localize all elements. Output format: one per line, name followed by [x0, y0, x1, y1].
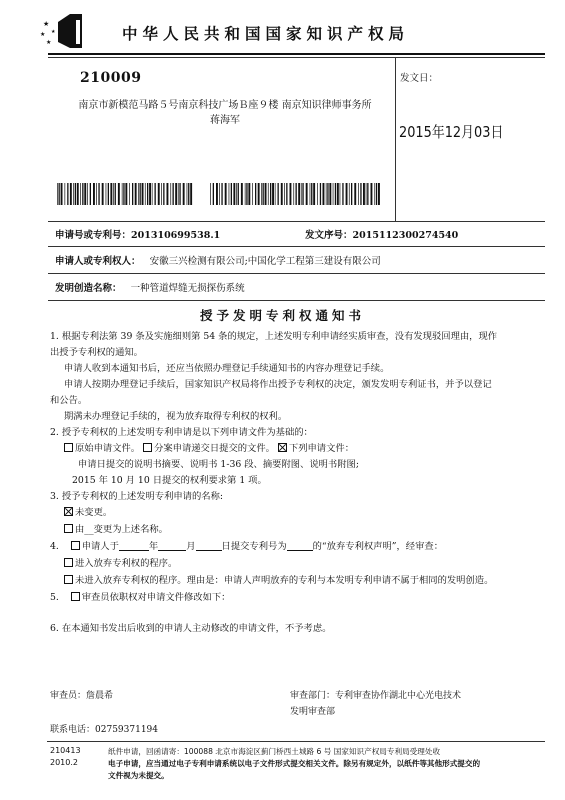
paragraph-4-text-b: 日提交专利号为: [221, 541, 287, 552]
year-blank: [119, 540, 149, 551]
department-name-line2: 发明审查部: [290, 707, 336, 717]
paragraph-2-files-1: 申请日提交的说明书摘要、说明书 1-36 段、摘要附图、说明书附图;: [78, 459, 359, 470]
paragraph-4-checkbox: [71, 541, 80, 550]
paragraph-2-options: [64, 440, 354, 454]
phone-label: 联系电话：: [50, 725, 96, 735]
applicant-label: 申请人或专利权人：: [55, 256, 141, 267]
cnipa-logo-icon: [40, 12, 88, 52]
original-docs-checkbox: [64, 443, 73, 452]
application-number-label: 申请号或专利号：: [55, 230, 132, 241]
examiner-label: 审查员：: [50, 691, 87, 701]
notice-title: 授予发明专利权通知书: [199, 308, 365, 323]
paragraph-4-text-a: 申请人于: [81, 541, 119, 552]
title-unchanged-checkbox: [64, 507, 73, 516]
month-blank: [158, 540, 186, 551]
footer-divider: [47, 741, 545, 742]
form-code: 210413: [50, 746, 81, 755]
title-changed-checkbox: [64, 524, 73, 533]
paragraph-5-text: 审查员依职权对申请文件修改如下：: [81, 592, 231, 603]
invention-title-label: 发明创造名称：: [55, 283, 122, 294]
electronic-filing-note-end: 文件视为未提交。: [108, 771, 169, 780]
paragraph-1-line1: 1. 根据专利法第 39 条及实施细则第 54 条的规定，上述发明专利申请经实质审查，没有发现驳回理由，现作: [50, 331, 498, 342]
department-label: 审查部门：: [290, 691, 336, 701]
serial-number-row: [305, 227, 458, 241]
invention-title: 一种管道焊缝无损探伤系统: [130, 283, 245, 294]
waiver-proceed-label: 进入放弃专利权的程序。: [75, 558, 178, 569]
divisional-docs-label: 分案申请递交日提交的文件。: [154, 443, 275, 454]
electronic-filing-note: 电子申请，应当通过电子专利申请系统以电子文件形式提交相关文件。除另有规定外，以纸件等其他形式提交的: [108, 759, 481, 768]
phone-number: 02759371194: [95, 725, 159, 735]
paragraph-1-line3: 申请人收到本通知书后，还应当依照办理登记手续通知书的内容办理登记手续。: [64, 363, 390, 374]
title-changed-option: [64, 521, 168, 535]
barcode-right: [210, 183, 382, 205]
paragraph-4: [50, 538, 443, 552]
paragraph-6: 6. 在本通知书发出后收到的申请人主动修改的申请文件，不予考虑。: [50, 623, 332, 634]
paragraph-5-checkbox: [71, 592, 80, 601]
office-title: 中华人民共和国国家知识产权局: [122, 25, 410, 43]
paragraph-2: 2. 授予专利权的上述发明专利申请是以下列申请文件为基础的：: [50, 427, 313, 438]
paragraph-4-number: 4.: [50, 541, 59, 552]
field-divider: [48, 246, 545, 247]
paragraph-4-text-c: 的“放弃专利权声明”，经审查：: [312, 541, 443, 552]
paragraph-1-line2: 出授予专利权的通知。: [50, 347, 143, 358]
applicant-row: [55, 253, 381, 267]
serial-number-label: 发文序号：: [305, 230, 353, 241]
title-unchanged-option: [64, 504, 112, 518]
recipient-address: [55, 98, 395, 128]
paragraph-1-line6: 期满未办理登记手续的，视为放弃取得专利权的权利。: [64, 411, 288, 422]
waiver-proceed-option: [64, 555, 177, 569]
barcode-left: [57, 183, 195, 205]
header-divider: [48, 53, 545, 55]
issue-date-label: 发文日：: [400, 73, 439, 84]
paragraph-3: 3. 授予专利权的上述发明专利申请的名称:: [50, 491, 224, 502]
phone-row: [50, 722, 158, 735]
svg-text:★: ★: [43, 20, 50, 28]
serial-number: 2015112300274540: [352, 230, 459, 241]
paragraph-5: [50, 589, 230, 603]
invention-title-row: [55, 280, 245, 294]
title-unchanged-label: 未变更。: [75, 507, 113, 518]
day-blank: [196, 540, 222, 551]
listed-docs-label: 下列申请文件：: [288, 443, 354, 454]
patent-number-blank: [287, 540, 313, 551]
year-label: 年: [148, 541, 159, 552]
month-label: 月: [186, 541, 196, 552]
department-row: [290, 688, 461, 701]
application-number: 201310699538.1: [131, 230, 221, 241]
examiner-name: 詹晨希: [86, 691, 114, 701]
waiver-not-proceed-checkbox: [64, 575, 73, 584]
divisional-docs-checkbox: [143, 443, 152, 452]
paragraph-2-files-2: 2015 年 10 月 10 日提交的权利要求第 1 项。: [72, 475, 267, 486]
paragraph-1-line4: 申请人按期办理登记手续后，国家知识产权局将作出授予专利权的决定，颁发发明专利证书，并予以登记: [64, 379, 492, 390]
svg-text:★: ★: [51, 29, 56, 35]
postcode: 210009: [80, 70, 142, 86]
address-line: 南京市新模范马路５号南京科技广场Ｂ座９楼 南京知识律师事务所: [78, 100, 372, 111]
waiver-proceed-checkbox: [64, 558, 73, 567]
application-number-row: [55, 227, 220, 241]
waiver-not-proceed-label: 未进入放弃专利权的程序。理由是：申请人声明放弃的专利与本发明专利申请不属于相同的发明创造。: [75, 575, 494, 586]
address-box-divider: [395, 58, 396, 221]
recipient-name: 蒋海军: [210, 115, 240, 126]
form-version: 2010.2: [50, 758, 78, 767]
applicant-name: 安徽三兴检测有限公司;中国化学工程第三建设有限公司: [149, 256, 381, 267]
original-docs-label: 原始申请文件。: [75, 443, 141, 454]
paragraph-5-number: 5.: [50, 592, 59, 603]
field-divider: [48, 300, 545, 301]
title-changed-label: 由__变更为上述名称。: [75, 524, 168, 535]
examiner-row: [50, 688, 113, 701]
issue-date: 2015年12月03日: [399, 123, 504, 141]
paper-filing-note: 纸件申请，回函请寄：100088 北京市海淀区蓟门桥西土城路 6 号 国家知识产权局专利局受理处收: [108, 747, 441, 756]
department-name: 专利审查协作湖北中心光电技术: [335, 691, 462, 701]
paragraph-1-line5: 和公告。: [50, 395, 88, 406]
field-divider: [48, 221, 545, 222]
field-divider: [48, 273, 545, 274]
header-divider-thin: [48, 57, 545, 58]
waiver-not-proceed-option: [64, 572, 493, 586]
svg-text:★: ★: [40, 31, 46, 38]
svg-text:★: ★: [46, 39, 52, 46]
listed-docs-checkbox: [278, 443, 287, 452]
